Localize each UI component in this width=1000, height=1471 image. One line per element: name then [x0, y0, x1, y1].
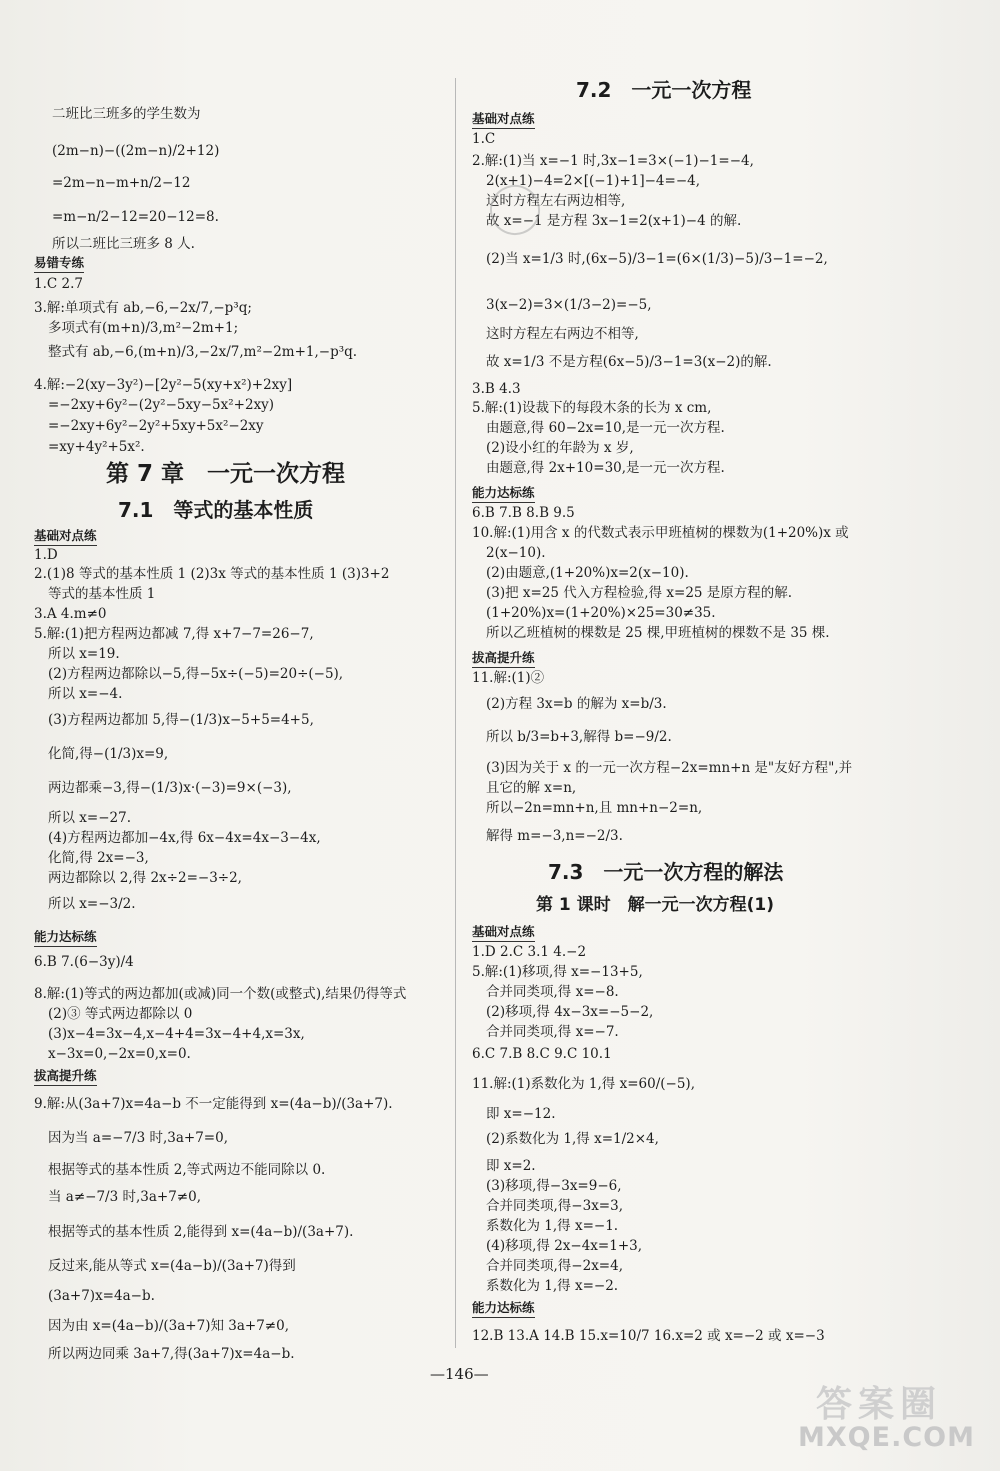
left-line-8: 多项式有(m+n)/3,m²−2m+1; [48, 320, 239, 336]
left-tag-33: 能力达标练 [34, 927, 97, 947]
right-line-15: 由题意,得 2x+10=30,是一元一次方程. [486, 460, 725, 476]
right-line-44: 即 x=2. [486, 1158, 536, 1174]
right-line-4: 2(x+1)−4=2×[(−1)+1]−4=−4, [486, 173, 701, 189]
left-line-44: 根据等式的基本性质 2,能得到 x=(4a−b)/(3a+7). [48, 1224, 354, 1240]
left-line-46: (3a+7)x=4a−b. [48, 1288, 155, 1304]
left-line-7: 3.解:单项式有 ab,−6,−2x/7,−p³q; [34, 300, 252, 316]
right-line-49: 合并同类项,得−2x=4, [486, 1258, 623, 1274]
left-line-3: =m−n/2−12=20−12=8. [52, 209, 219, 225]
left-line-19: 等式的基本性质 1 [48, 586, 156, 602]
left-line-34: 6.B 7.(6−3y)/4 [34, 954, 134, 970]
right-tag-1: 基础对点练 [472, 109, 535, 129]
right-line-21: (3)把 x=25 代入方程检验,得 x=25 是原方程的解. [486, 585, 793, 601]
right-line-2: 1.C [472, 131, 496, 147]
right-line-46: 合并同类项,得−3x=3, [486, 1198, 623, 1214]
left-line-12: =−2xy+6y²−2y²+5xy+5x²−2xy [48, 418, 264, 434]
right-line-29: 且它的解 x=n, [486, 780, 577, 796]
right-tag-16: 能力达标练 [472, 483, 535, 503]
right-line-41: 11.解:(1)系数化为 1,得 x=60/(−5), [472, 1076, 695, 1092]
right-lesson-33: 第 1 课时 解一元一次方程(1) [536, 895, 775, 915]
left-line-30: 化简,得 2x=−3, [48, 850, 149, 866]
left-line-36: (2)③ 等式两边都除以 0 [48, 1006, 193, 1022]
right-line-14: (2)设小红的年龄为 x 岁, [486, 440, 634, 456]
right-line-11: 3.B 4.3 [472, 381, 521, 397]
left-line-0: 二班比三班多的学生数为 [52, 106, 201, 122]
right-line-13: 由题意,得 60−2x=10,是一元一次方程. [486, 420, 725, 436]
left-line-26: 化简,得−(1/3)x=9, [48, 746, 169, 762]
left-line-32: 所以 x=−3/2. [48, 896, 136, 912]
column-divider [455, 78, 456, 1348]
right-line-23: 所以乙班植树的棵数是 25 棵,甲班植树的棵数不是 35 棵. [486, 625, 830, 641]
left-line-47: 因为由 x=(4a−b)/(3a+7)知 3a+7≠0, [48, 1318, 289, 1334]
right-line-52: 12.B 13.A 14.B 15.x=10/7 16.x=2 或 x=−2 或 x=−3 [472, 1328, 825, 1344]
left-section-15: 7.1 等式的基本性质 [118, 498, 314, 522]
right-line-18: 10.解:(1)用含 x 的代数式表示甲班植树的棵数为(1+20%)x 或 [472, 525, 849, 541]
right-line-35: 1.D 2.C 3.1 4.−2 [472, 944, 587, 960]
left-line-28: 所以 x=−27. [48, 810, 131, 826]
left-line-35: 8.解:(1)等式的两边都加(或减)同一个数(或整式),结果仍得等式 [34, 986, 407, 1002]
watermark [768, 1376, 988, 1466]
right-line-37: 合并同类项,得 x=−8. [486, 984, 619, 1000]
left-line-18: 2.(1)8 等式的基本性质 1 (2)3x 等式的基本性质 1 (3)3+2 [34, 566, 390, 582]
right-section-0: 7.2 一元一次方程 [576, 78, 752, 102]
left-line-13: =xy+4y²+5x². [48, 439, 145, 455]
right-line-27: 所以 b/3=b+3,解得 b=−9/2. [486, 729, 672, 745]
left-line-20: 3.A 4.m≠0 [34, 606, 107, 622]
right-line-10: 故 x=1/3 不是方程(6x−5)/3−1=3(x−2)的解. [486, 354, 772, 370]
right-line-22: (1+20%)x=(1+20%)×25=30≠35. [486, 605, 716, 621]
left-tag-39: 拔高提升练 [34, 1066, 97, 1086]
right-line-8: 3(x−2)=3×(1/3−2)=−5, [486, 297, 652, 313]
left-line-37: (3)x−4=3x−4,x−4+4=3x−4+4,x=3x, [48, 1026, 305, 1042]
left-line-29: (4)方程两边都加−4x,得 6x−4x=4x−3−4x, [48, 830, 321, 846]
left-line-38: x−3x=0,−2x=0,x=0. [48, 1046, 191, 1062]
right-line-50: 系数化为 1,得 x=−2. [486, 1278, 619, 1294]
right-line-47: 系数化为 1,得 x=−1. [486, 1218, 619, 1234]
left-line-9: 整式有 ab,−6,(m+n)/3,−2x/7,m²−2m+1,−p³q. [48, 344, 358, 360]
left-line-11: =−2xy+6y²−(2y²−5xy−5x²+2xy) [48, 397, 275, 413]
left-tag-16: 基础对点练 [34, 526, 97, 546]
right-line-45: (3)移项,得−3x=9−6, [486, 1178, 622, 1194]
right-line-40: 6.C 7.B 8.C 9.C 10.1 [472, 1046, 612, 1062]
page-number: —146— [430, 1365, 489, 1383]
left-line-2: =2m−n−m+n/2−12 [52, 175, 191, 191]
left-line-23: (2)方程两边都除以−5,得−5x÷(−5)=20÷(−5), [48, 666, 344, 682]
right-line-26: (2)方程 3x=b 的解为 x=b/3. [486, 696, 667, 712]
right-line-30: 所以−2n=mn+n,且 mn+n−2=n, [486, 800, 703, 816]
left-line-4: 所以二班比三班多 8 人. [52, 236, 195, 252]
right-section-32: 7.3 一元一次方程的解法 [548, 860, 784, 884]
watermark-logo: 答案圈 [816, 1384, 943, 1425]
right-line-25: 11.解:(1)② [472, 670, 545, 686]
right-line-31: 解得 m=−3,n=−2/3. [486, 828, 623, 844]
left-line-43: 当 a≠−7/3 时,3a+7≠0, [48, 1189, 202, 1205]
right-tag-51: 能力达标练 [472, 1298, 535, 1318]
right-line-3: 2.解:(1)当 x=−1 时,3x−1=3×(−1)−1=−4, [472, 153, 754, 169]
right-line-20: (2)由题意,(1+20%)x=2(x−10). [486, 565, 689, 581]
right-tag-34: 基础对点练 [472, 922, 535, 942]
left-line-10: 4.解:−2(xy−3y²)−[2y²−5(xy+x²)+2xy] [34, 377, 293, 393]
left-line-1: (2m−n)−((2m−n)/2+12) [52, 143, 220, 159]
right-line-43: (2)系数化为 1,得 x=1/2×4, [486, 1131, 659, 1147]
left-line-25: (3)方程两边都加 5,得−(1/3)x−5+5=4+5, [48, 712, 314, 728]
right-line-39: 合并同类项,得 x=−7. [486, 1024, 619, 1040]
left-line-22: 所以 x=19. [48, 646, 120, 662]
left-line-31: 两边都除以 2,得 2x÷2=−3÷2, [48, 870, 242, 886]
right-line-12: 5.解:(1)设裁下的每段木条的长为 x cm, [472, 400, 712, 416]
right-line-5: 这时方程左右两边相等, [486, 193, 626, 209]
left-line-27: 两边都乘−3,得−(1/3)x·(−3)=9×(−3), [48, 780, 292, 796]
left-line-24: 所以 x=−4. [48, 686, 123, 702]
right-line-38: (2)移项,得 4x−3x=−5−2, [486, 1004, 654, 1020]
left-line-6: 1.C 2.7 [34, 276, 83, 292]
right-tag-24: 拔高提升练 [472, 648, 535, 668]
right-line-7: (2)当 x=1/3 时,(6x−5)/3−1=(6×(1/3)−5)/3−1=−2, [486, 251, 828, 267]
left-tag-5: 易错专练 [34, 253, 84, 273]
right-line-36: 5.解:(1)移项,得 x=−13+5, [472, 964, 643, 980]
left-line-48: 所以两边同乘 3a+7,得(3a+7)x=4a−b. [48, 1346, 295, 1362]
right-line-42: 即 x=−12. [486, 1106, 556, 1122]
right-line-19: 2(x−10). [486, 545, 546, 561]
left-line-42: 根据等式的基本性质 2,等式两边不能同除以 0. [48, 1162, 326, 1178]
left-line-21: 5.解:(1)把方程两边都减 7,得 x+7−7=26−7, [34, 626, 314, 642]
right-line-6: 故 x=−1 是方程 3x−1=2(x+1)−4 的解. [486, 213, 742, 229]
right-line-48: (4)移项,得 2x−4x=1+3, [486, 1238, 643, 1254]
left-line-17: 1.D [34, 547, 58, 563]
right-line-9: 这时方程左右两边不相等, [486, 326, 639, 342]
left-line-45: 反过来,能从等式 x=(4a−b)/(3a+7)得到 [48, 1258, 296, 1274]
left-line-40: 9.解:从(3a+7)x=4a−b 不一定能得到 x=(4a−b)/(3a+7). [34, 1096, 393, 1112]
right-line-28: (3)因为关于 x 的一元一次方程−2x=mn+n 是"友好方程",并 [486, 760, 853, 776]
right-line-17: 6.B 7.B 8.B 9.5 [472, 505, 575, 521]
left-chapter-14: 第 7 章 一元一次方程 [106, 461, 346, 487]
watermark-text: MXQE.COM [798, 1422, 975, 1453]
left-line-41: 因为当 a=−7/3 时,3a+7=0, [48, 1130, 229, 1146]
